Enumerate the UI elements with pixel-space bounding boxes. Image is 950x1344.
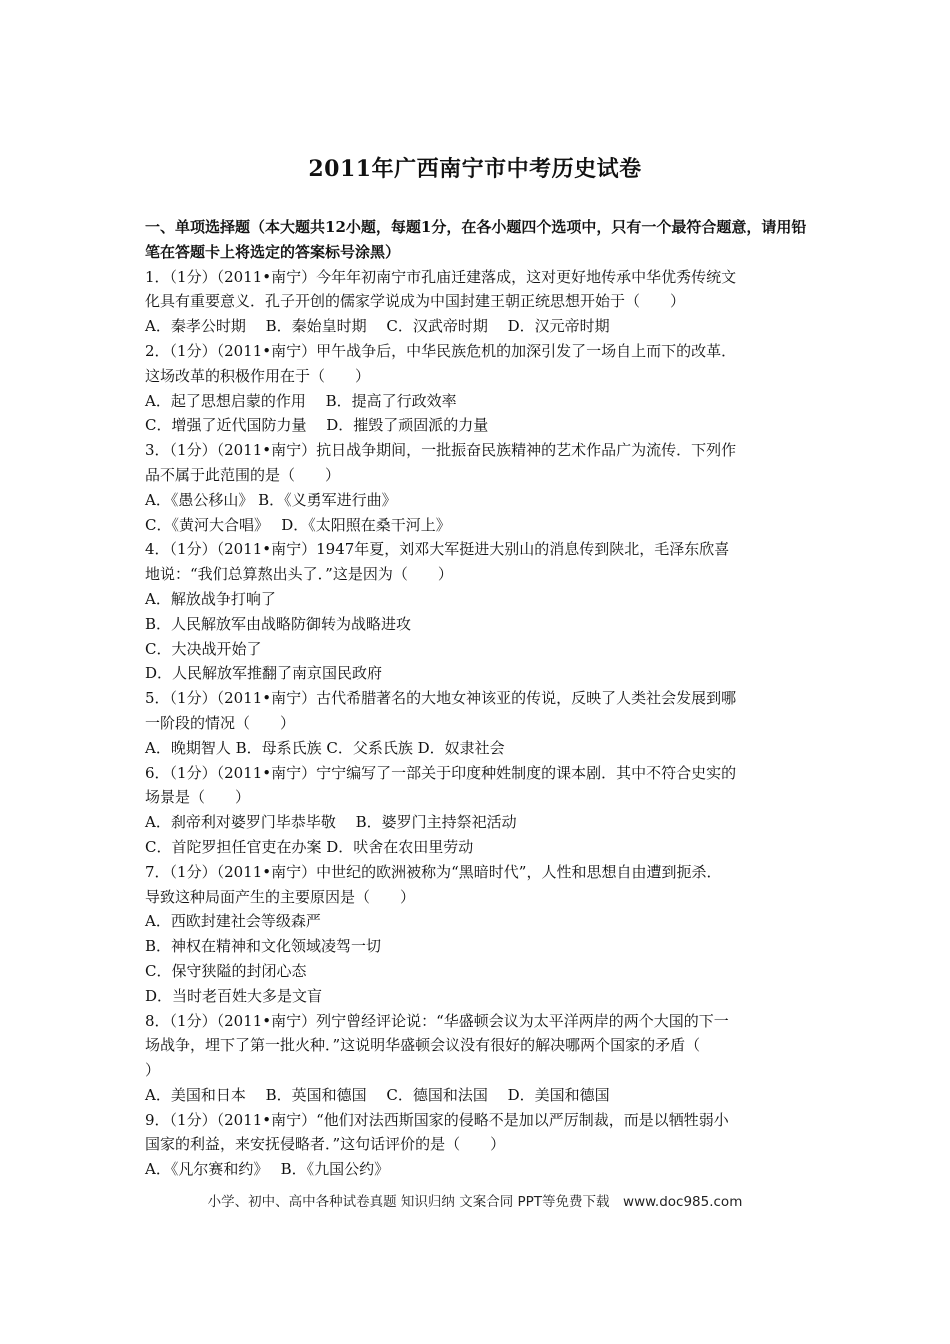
question-stem-line: 这场改革的积极作用在于（ ） — [145, 366, 371, 385]
question-options-line: D．人民解放军推翻了南京国民政府 — [145, 664, 383, 683]
question-list — [145, 265, 810, 1182]
question-item — [145, 860, 810, 1009]
question-options-line: A．刹帝利对婆罗门毕恭毕敬 B．婆罗门主持祭祀活动 — [145, 813, 517, 832]
question-stem-line: 品不属于此范围的是（ ） — [145, 465, 341, 484]
question-stem-line: 导致这种局面产生的主要原因是（ ） — [145, 887, 416, 906]
footer-note: 小学、初中、高中各种试卷真题 知识归纳 文案合同 PPT等免费下载 www.doc985.com — [207, 1194, 743, 1210]
question-item — [145, 686, 810, 760]
question-stem-line: 5．（1分）（2011•南宁）古代希腊著名的大地女神该亚的传说，反映了人类社会发展到哪 — [145, 689, 737, 708]
question-stem-line: 国家的利益，来安抚侵略者．”这句话评价的是（ ） — [145, 1135, 506, 1154]
question-stem-line: ） — [145, 1061, 161, 1080]
question-stem-line: 一阶段的情况（ ） — [145, 713, 296, 732]
question-item — [145, 1108, 810, 1182]
question-options-line: A．秦孝公时期 B．秦始皇时期 C．汉武帝时期 D．汉元帝时期 — [145, 317, 610, 336]
question-stem-line: 场战争，埋下了第一批火种．”这说明华盛顿会议没有很好的解决哪两个国家的矛盾（ — [145, 1036, 701, 1055]
question-stem-line: 6．（1分）（2011•南宁）宁宁编写了一部关于印度种姓制度的课本剧．其中不符合史实的 — [145, 763, 737, 782]
question-stem-line: 场景是（ ） — [145, 788, 251, 807]
question-options-line: D．当时老百姓大多是文盲 — [145, 986, 323, 1005]
question-stem-line: 3．（1分）（2011•南宁）抗日战争期间，一批振奋民族精神的艺术作品广为流传．下列作 — [145, 441, 737, 460]
question-options-line: C．大决战开始了 — [145, 639, 262, 658]
question-item — [145, 438, 810, 537]
question-stem-line: 2．（1分）（2011•南宁）甲午战争后，中华民族危机的加深引发了一场自上而下的改革． — [145, 341, 737, 360]
question-stem-line: 1．（1分）（2011•南宁）今年年初南宁市孔庙迁建落成，这对更好地传承中华优秀传统文 — [145, 267, 737, 286]
question-options-line: B．人民解放军由战略防御转为战略进攻 — [145, 614, 412, 633]
question-options-line: B．神权在精神和文化领域凌驾一切 — [145, 937, 382, 956]
question-options-line: A．晚期智人 B．母系氏族 C．父系氏族 D．奴隶社会 — [145, 738, 505, 757]
question-options-line: A．解放战争打响了 — [145, 589, 276, 608]
question-options-line: C．《黄河大合唱》 D．《太阳照在桑干河上》 — [145, 515, 451, 534]
question-options-line: A．《凡尔赛和约》 B．《九国公约》 — [145, 1160, 390, 1179]
question-options-line: A．《愚公移山》 B．《义勇军进行曲》 — [145, 490, 397, 509]
section-heading: 一、单项选择题（本大题共12小题，每题1分，在各小题四个选项中，只有一个最符合题意，请用铅笔在答题卡上将选定的答案标号涂黑） — [145, 218, 807, 261]
question-options-line: C．增强了近代国防力量 D．摧毁了顽固派的力量 — [145, 416, 489, 435]
question-stem-line: 8．（1分）（2011•南宁）列宁曾经评论说：“华盛顿会议为太平洋两岸的两个大国的下一 — [145, 1011, 729, 1030]
question-options-line: C．首陀罗担任官吏在办案 D．吠舍在农田里劳动 — [145, 837, 474, 856]
question-stem-line: 化具有重要意义．孔子开创的儒家学说成为中国封建王朝正统思想开始于（ ） — [145, 292, 686, 311]
question-stem-line: 9．（1分）（2011•南宁）“他们对法西斯国家的侵略不是加以严厉制裁，而是以牺牲弱小 — [145, 1110, 729, 1129]
question-item — [145, 339, 810, 438]
question-options-line: A．起了思想启蒙的作用 B．提高了行政效率 — [145, 391, 457, 410]
question-stem-line: 4．（1分）（2011•南宁）1947年夏，刘邓大军挺进大别山的消息传到陕北，毛泽东欣喜 — [145, 540, 730, 559]
exam-content — [145, 215, 810, 1182]
question-item — [145, 537, 810, 686]
question-stem-line: 7．（1分）（2011•南宁）中世纪的欧洲被称为“黑暗时代”，人性和思想自由遭到扼杀． — [145, 862, 722, 881]
page-title: 2011年广西南宁市中考历史试卷 — [308, 156, 642, 182]
question-options-line: A．美国和日本 B．英国和德国 C．德国和法国 D．美国和德国 — [145, 1085, 610, 1104]
question-options-line: C．保守狭隘的封闭心态 — [145, 961, 307, 980]
question-item — [145, 761, 810, 860]
question-item — [145, 265, 810, 339]
question-options-line: A．西欧封建社会等级森严 — [145, 912, 321, 931]
question-item — [145, 1009, 810, 1108]
question-stem-line: 地说：“我们总算熬出头了．”这是因为（ ） — [145, 565, 453, 584]
